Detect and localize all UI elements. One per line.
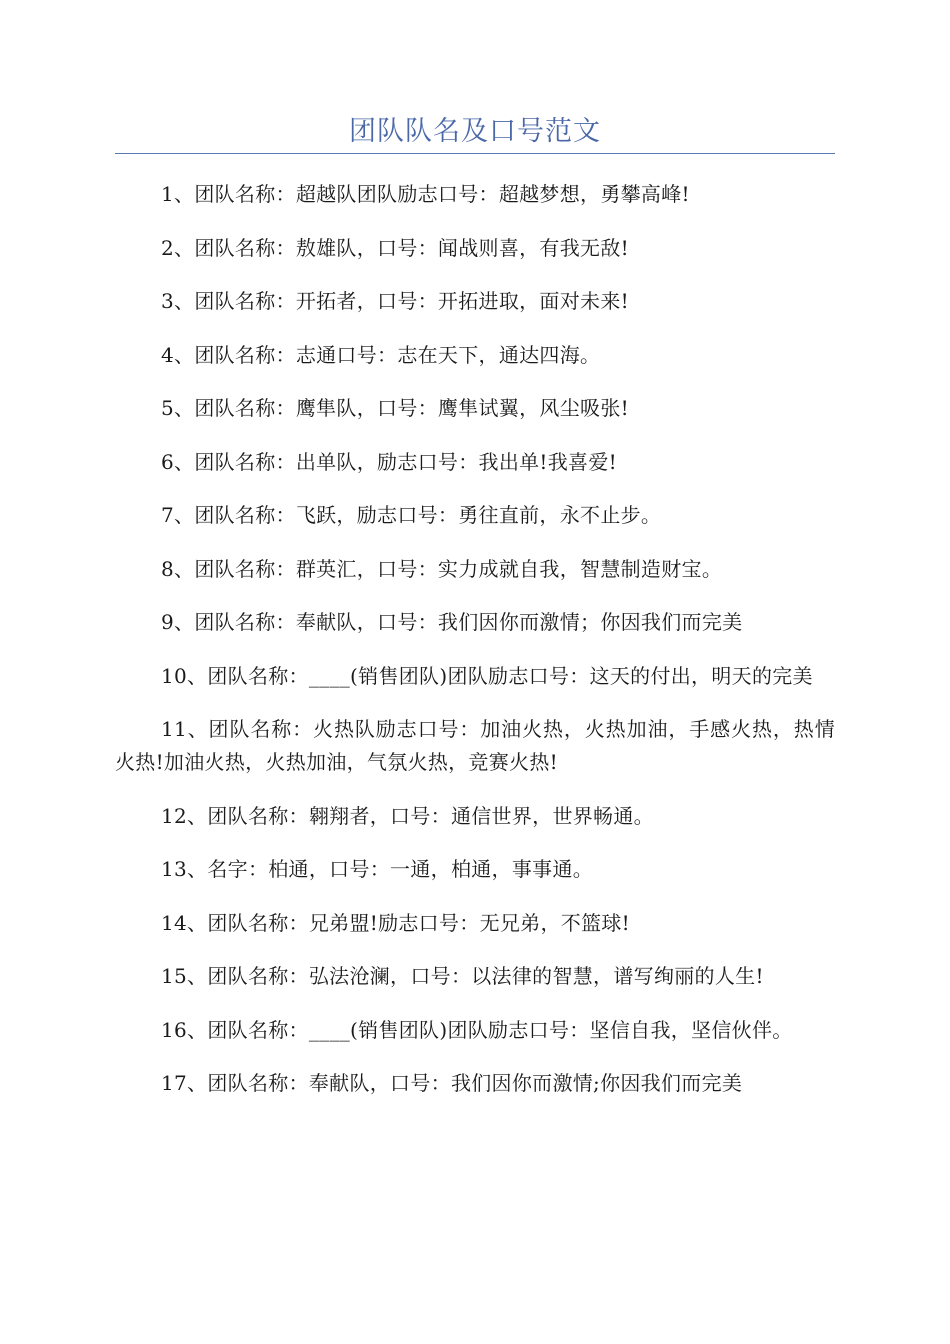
- list-item: 7、团队名称：飞跃，励志口号：勇往直前，永不止步。: [161, 503, 662, 527]
- list-item: 12、团队名称：翱翔者，口号：通信世界，世界畅通。: [161, 803, 654, 828]
- list-item: 10、团队名称：____(销售团队)团队励志口号：这天的付出，明天的完美: [161, 663, 813, 688]
- list-item: 14、团队名称：兄弟盟!励志口号：无兄弟，不篮球!: [161, 910, 631, 935]
- list-item: 2、团队名称：敖雄队，口号：闻战则喜，有我无敌!: [161, 235, 629, 260]
- list-item: 15、团队名称：弘法沧澜，口号：以法律的智慧，谱写绚丽的人生!: [161, 964, 764, 988]
- list-item: 3、团队名称：开拓者，口号：开拓进取，面对未来!: [161, 289, 629, 313]
- list-item: 11、团队名称：火热队励志口号：加油火热，火热加油，手感火热，热情火热!加油火热，火热加油，气氛火热，竞赛火热!: [115, 717, 835, 774]
- title-underline: [115, 153, 835, 154]
- document-title: 团队队名及口号范文: [349, 116, 601, 147]
- list-item: 5、团队名称：鹰隼队，口号：鹰隼试翼，风尘吸张!: [161, 396, 629, 420]
- list-item: 16、团队名称：____(销售团队)团队励志口号：坚信自我，坚信伙伴。: [161, 1017, 793, 1042]
- list-item: 9、团队名称：奉献队，口号：我们因你而激情；你因我们而完美: [161, 610, 743, 634]
- list-item: 17、团队名称：奉献队，口号：我们因你而激情;你因我们而完美: [161, 1071, 743, 1095]
- list-item: 6、团队名称：出单队，励志口号：我出单!我喜爱!: [161, 449, 617, 474]
- list-item: 4、团队名称：志通口号：志在天下，通达四海。: [161, 342, 601, 367]
- list-item: 8、团队名称：群英汇，口号：实力成就自我，智慧制造财宝。: [161, 556, 723, 581]
- list-item: 13、名字：柏通，口号：一通，柏通，事事通。: [161, 857, 594, 881]
- item-list: [115, 178, 835, 1121]
- list-item: 1、团队名称：超越队团队励志口号：超越梦想，勇攀高峰!: [161, 182, 690, 206]
